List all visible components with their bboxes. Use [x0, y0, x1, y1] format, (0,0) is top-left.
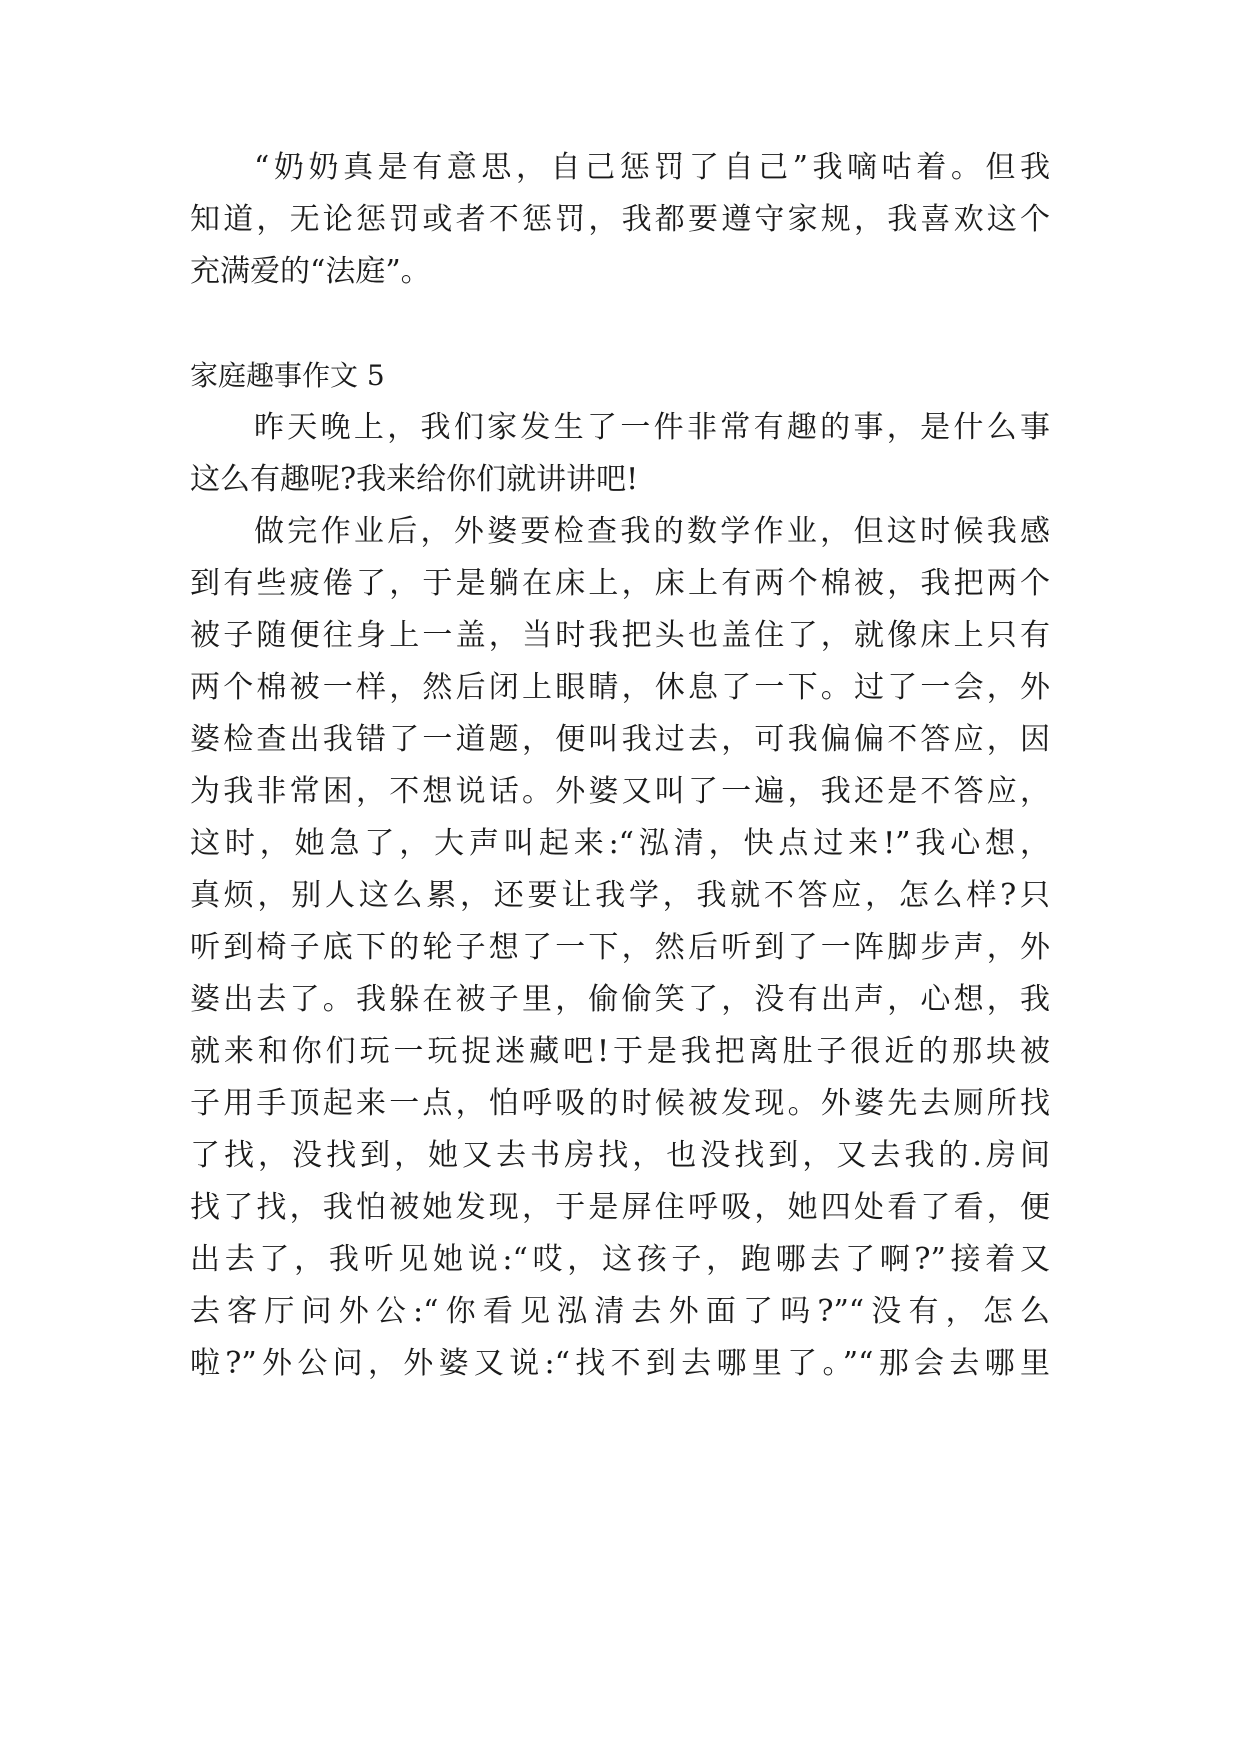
p2-line-14: 找了找，我怕被她发现，于是屏住呼吸，她四处看了看，便 — [190, 1190, 1050, 1225]
p1-line-1: 昨天晚上，我们家发生了一件非常有趣的事，是什么事 — [254, 410, 1050, 445]
intro-line-1: “奶奶真是有意思，自己惩罚了自己”我嘀咕着。但我 — [254, 150, 1050, 185]
p1-line-2: 这么有趣呢?我来给你们就讲讲吧! — [190, 462, 639, 497]
p2-line-15: 出去了，我听见她说:“哎，这孩子，跑哪去了啊?”接着又 — [190, 1242, 1050, 1277]
p2-line-17: 啦?”外公问，外婆又说:“找不到去哪里了。”“那会去哪里 — [190, 1346, 1050, 1381]
intro-line-2: 知道，无论惩罚或者不惩罚，我都要遵守家规，我喜欢这个 — [190, 202, 1050, 237]
p2-line-9: 听到椅子底下的轮子想了一下，然后听到了一阵脚步声，外 — [190, 930, 1050, 965]
p2-line-10: 婆出去了。我躲在被子里，偷偷笑了，没有出声，心想，我 — [190, 982, 1050, 1017]
p2-line-16: 去客厅问外公:“你看见泓清去外面了吗?”“没有，怎么 — [190, 1294, 1050, 1329]
p2-line-7: 这时，她急了，大声叫起来:“泓清，快点过来!”我心想， — [190, 826, 1050, 861]
section-title: 家庭趣事作文 5 — [190, 359, 385, 392]
p2-line-11: 就来和你们玩一玩捉迷藏吧!于是我把离肚子很近的那块被 — [190, 1034, 1050, 1069]
p2-line-4: 两个棉被一样，然后闭上眼睛，休息了一下。过了一会，外 — [190, 670, 1050, 705]
p2-line-12: 子用手顶起来一点，怕呼吸的时候被发现。外婆先去厕所找 — [190, 1086, 1050, 1121]
intro-line-3: 充满爱的“法庭”。 — [190, 254, 431, 289]
p2-line-6: 为我非常困，不想说话。外婆又叫了一遍，我还是不答应， — [190, 774, 1050, 809]
p2-line-1: 做完作业后，外婆要检查我的数学作业，但这时候我感 — [254, 514, 1050, 549]
p2-line-13: 了找，没找到，她又去书房找，也没找到，又去我的.房间 — [190, 1138, 1050, 1173]
p2-line-3: 被子随便往身上一盖，当时我把头也盖住了，就像床上只有 — [190, 618, 1050, 653]
p2-line-8: 真烦，别人这么累，还要让我学，我就不答应，怎么样?只 — [190, 878, 1050, 913]
p2-line-5: 婆检查出我错了一道题，便叫我过去，可我偏偏不答应，因 — [190, 722, 1050, 757]
p2-line-2: 到有些疲倦了，于是躺在床上，床上有两个棉被，我把两个 — [190, 566, 1050, 601]
